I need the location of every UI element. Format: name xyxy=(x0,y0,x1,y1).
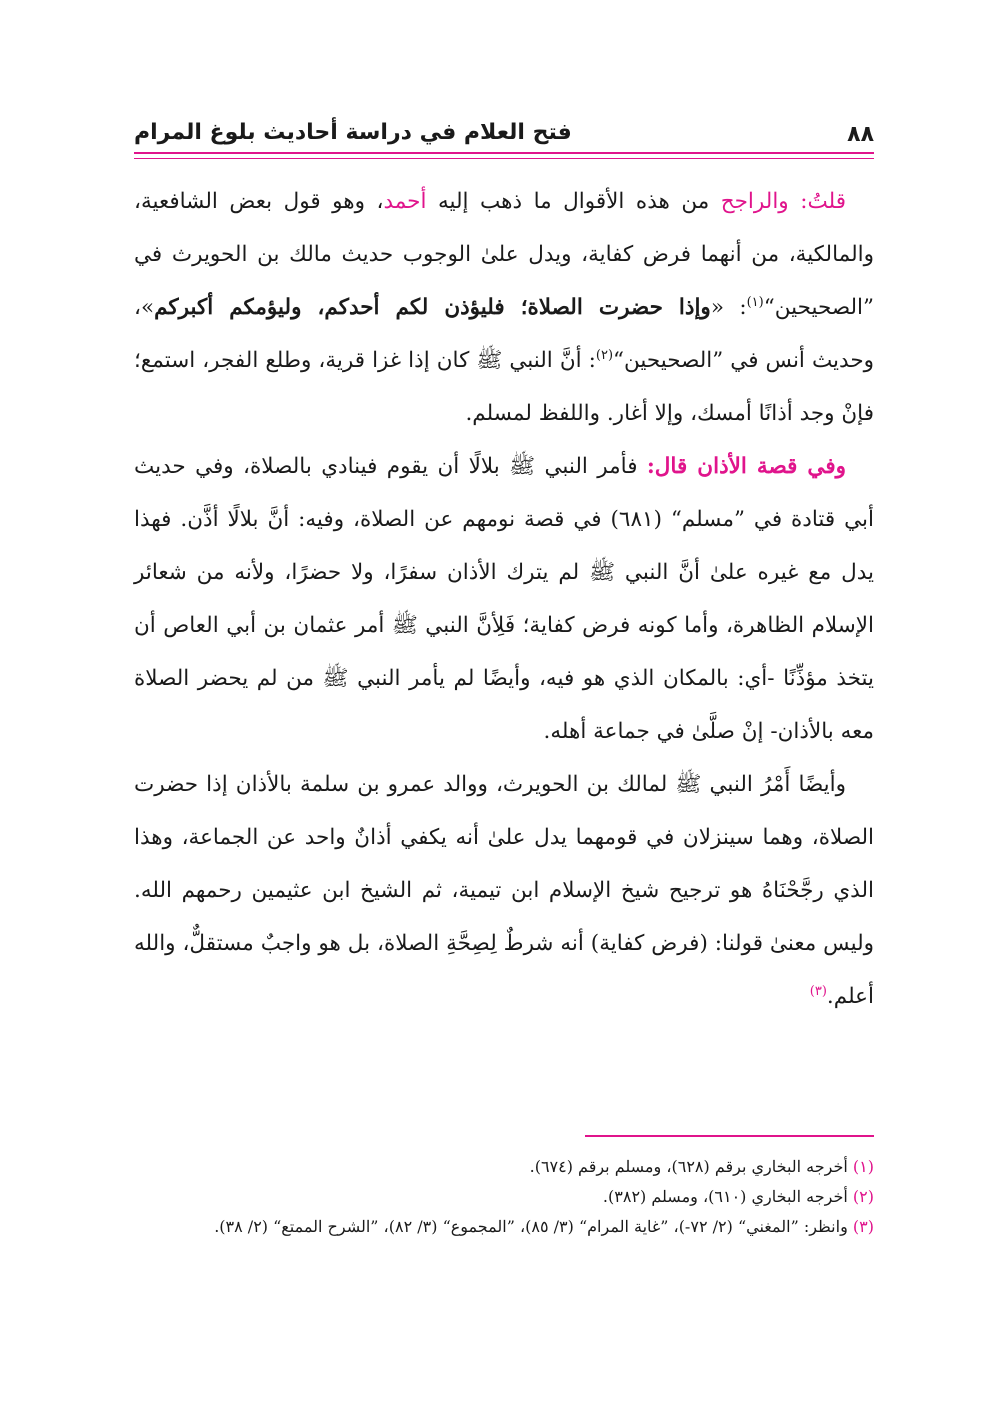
main-text xyxy=(134,175,874,1023)
page-number: ٨٨ xyxy=(847,122,874,147)
text-run: »، وحديث أنس في ”الصحيحين“ xyxy=(134,295,875,373)
header-rule-thin xyxy=(134,158,874,159)
footnote-ref-2[interactable]: (٢) xyxy=(595,347,614,363)
section-heading: وفي قصة الأذان قال: xyxy=(646,454,846,479)
footnote-text: أخرجه البخاري برقم (٦٢٨)، ومسلم برقم (٦٧٤). xyxy=(529,1157,848,1176)
lead-word: قلتُ: xyxy=(800,189,846,214)
text-run: : « xyxy=(710,295,747,320)
paragraph-1 xyxy=(134,175,874,440)
footnote-ref-3[interactable]: (٣) xyxy=(809,983,827,999)
page-header xyxy=(134,110,874,156)
text-run: وأيضًا أَمْرُ النبي ﷺ لمالك بن الحويرث، ووالد عمرو بن سلمة بالأذان إذا حضرت الصلاة، وهما سينزلان في قومهما يدل علىٰ أنه يكفي أذانٌ واحد عن الجماعة، وهذا الذي رجَّحْنَاهُ هو ترجيح شيخ الإسلام ابن تيمية، ثم الشيخ ابن عثيمين رحمهم الله. وليس معنىٰ قولنا: (فرض كفاية) أنه شرطٌ لِصِحَّةِ الصلاة، بل هو واجبٌ مستقلٌّ، والله أعلم. xyxy=(134,772,874,1009)
book-title: فتح العلام في دراسة أحاديث بلوغ المرام xyxy=(134,120,572,145)
hadith-quote: وإذا حضرت الصلاة؛ فليؤذن لكم أحدكم، وليؤمكم أكبركم xyxy=(154,295,711,320)
text-run: فأمر النبي ﷺ بلالًا أن يقوم فينادي بالصلاة، وفي حديث أبي قتادة في ”مسلم“ (٦٨١) في قصة نومهم عن الصلاة، وفيه: أنَّ بلالًا أذَّن. فهذا يدل مع غيره علىٰ أنَّ النبي ﷺ لم يترك الأذان سفرًا، ولا حضرًا، ولأنه من شعائر الإسلام الظاهرة، وأما كونه فرض كفاية؛ فَلِأنَّ النبي ﷺ أمر عثمان بن أبي العاص أن يتخذ مؤذِّنًا -أي: بالمكان الذي هو فيه، وأيضًا لم يأمر النبي ﷺ من لم يحضر الصلاة معه بالأذان- إنْ صلَّىٰ في جماعة أهله. xyxy=(134,454,874,744)
header-rule xyxy=(134,152,874,154)
paragraph-2 xyxy=(134,440,874,758)
footnote-number: (١) xyxy=(852,1157,874,1176)
footnote-text: وانظر: ”المغني“ (٢/ ٧٢-)، ”غاية المرام“ (٣/ ٨٥)، ”المجموع“ (٣/ ٨٢)، ”الشرح الممتع“ (٢/ ٣٨). xyxy=(214,1217,848,1236)
footnote-1 xyxy=(134,1152,874,1182)
footnote-2 xyxy=(134,1182,874,1212)
footnote-separator xyxy=(585,1135,874,1137)
footnote-number: (٣) xyxy=(852,1217,874,1236)
footnote-3 xyxy=(134,1212,874,1242)
footnotes xyxy=(134,1152,874,1242)
term-highlight: والراجح xyxy=(720,189,789,214)
name-highlight: أحمد xyxy=(383,189,427,214)
text-run: ، وهو قول بعض الشافعية، والمالكية، من أنهما فرض كفاية، ويدل علىٰ الوجوب حديث مالك بن الحويرث في ”الصحيحين“ xyxy=(134,189,874,320)
footnote-number: (٢) xyxy=(852,1187,874,1206)
paragraph-3 xyxy=(134,758,874,1023)
text-run: : أنَّ النبي ﷺ كان إذا غزا قرية، وطلع الفجر، استمع؛ فإنْ وجد أذانًا أمسك، وإلا أغار. واللفظ لمسلم. xyxy=(134,348,874,426)
footnote-text: أخرجه البخاري (٦١٠)، ومسلم (٣٨٢). xyxy=(602,1187,848,1206)
footnote-ref-1[interactable]: (١) xyxy=(746,294,764,310)
text-run: من هذه الأقوال ما ذهب إليه xyxy=(426,189,721,214)
